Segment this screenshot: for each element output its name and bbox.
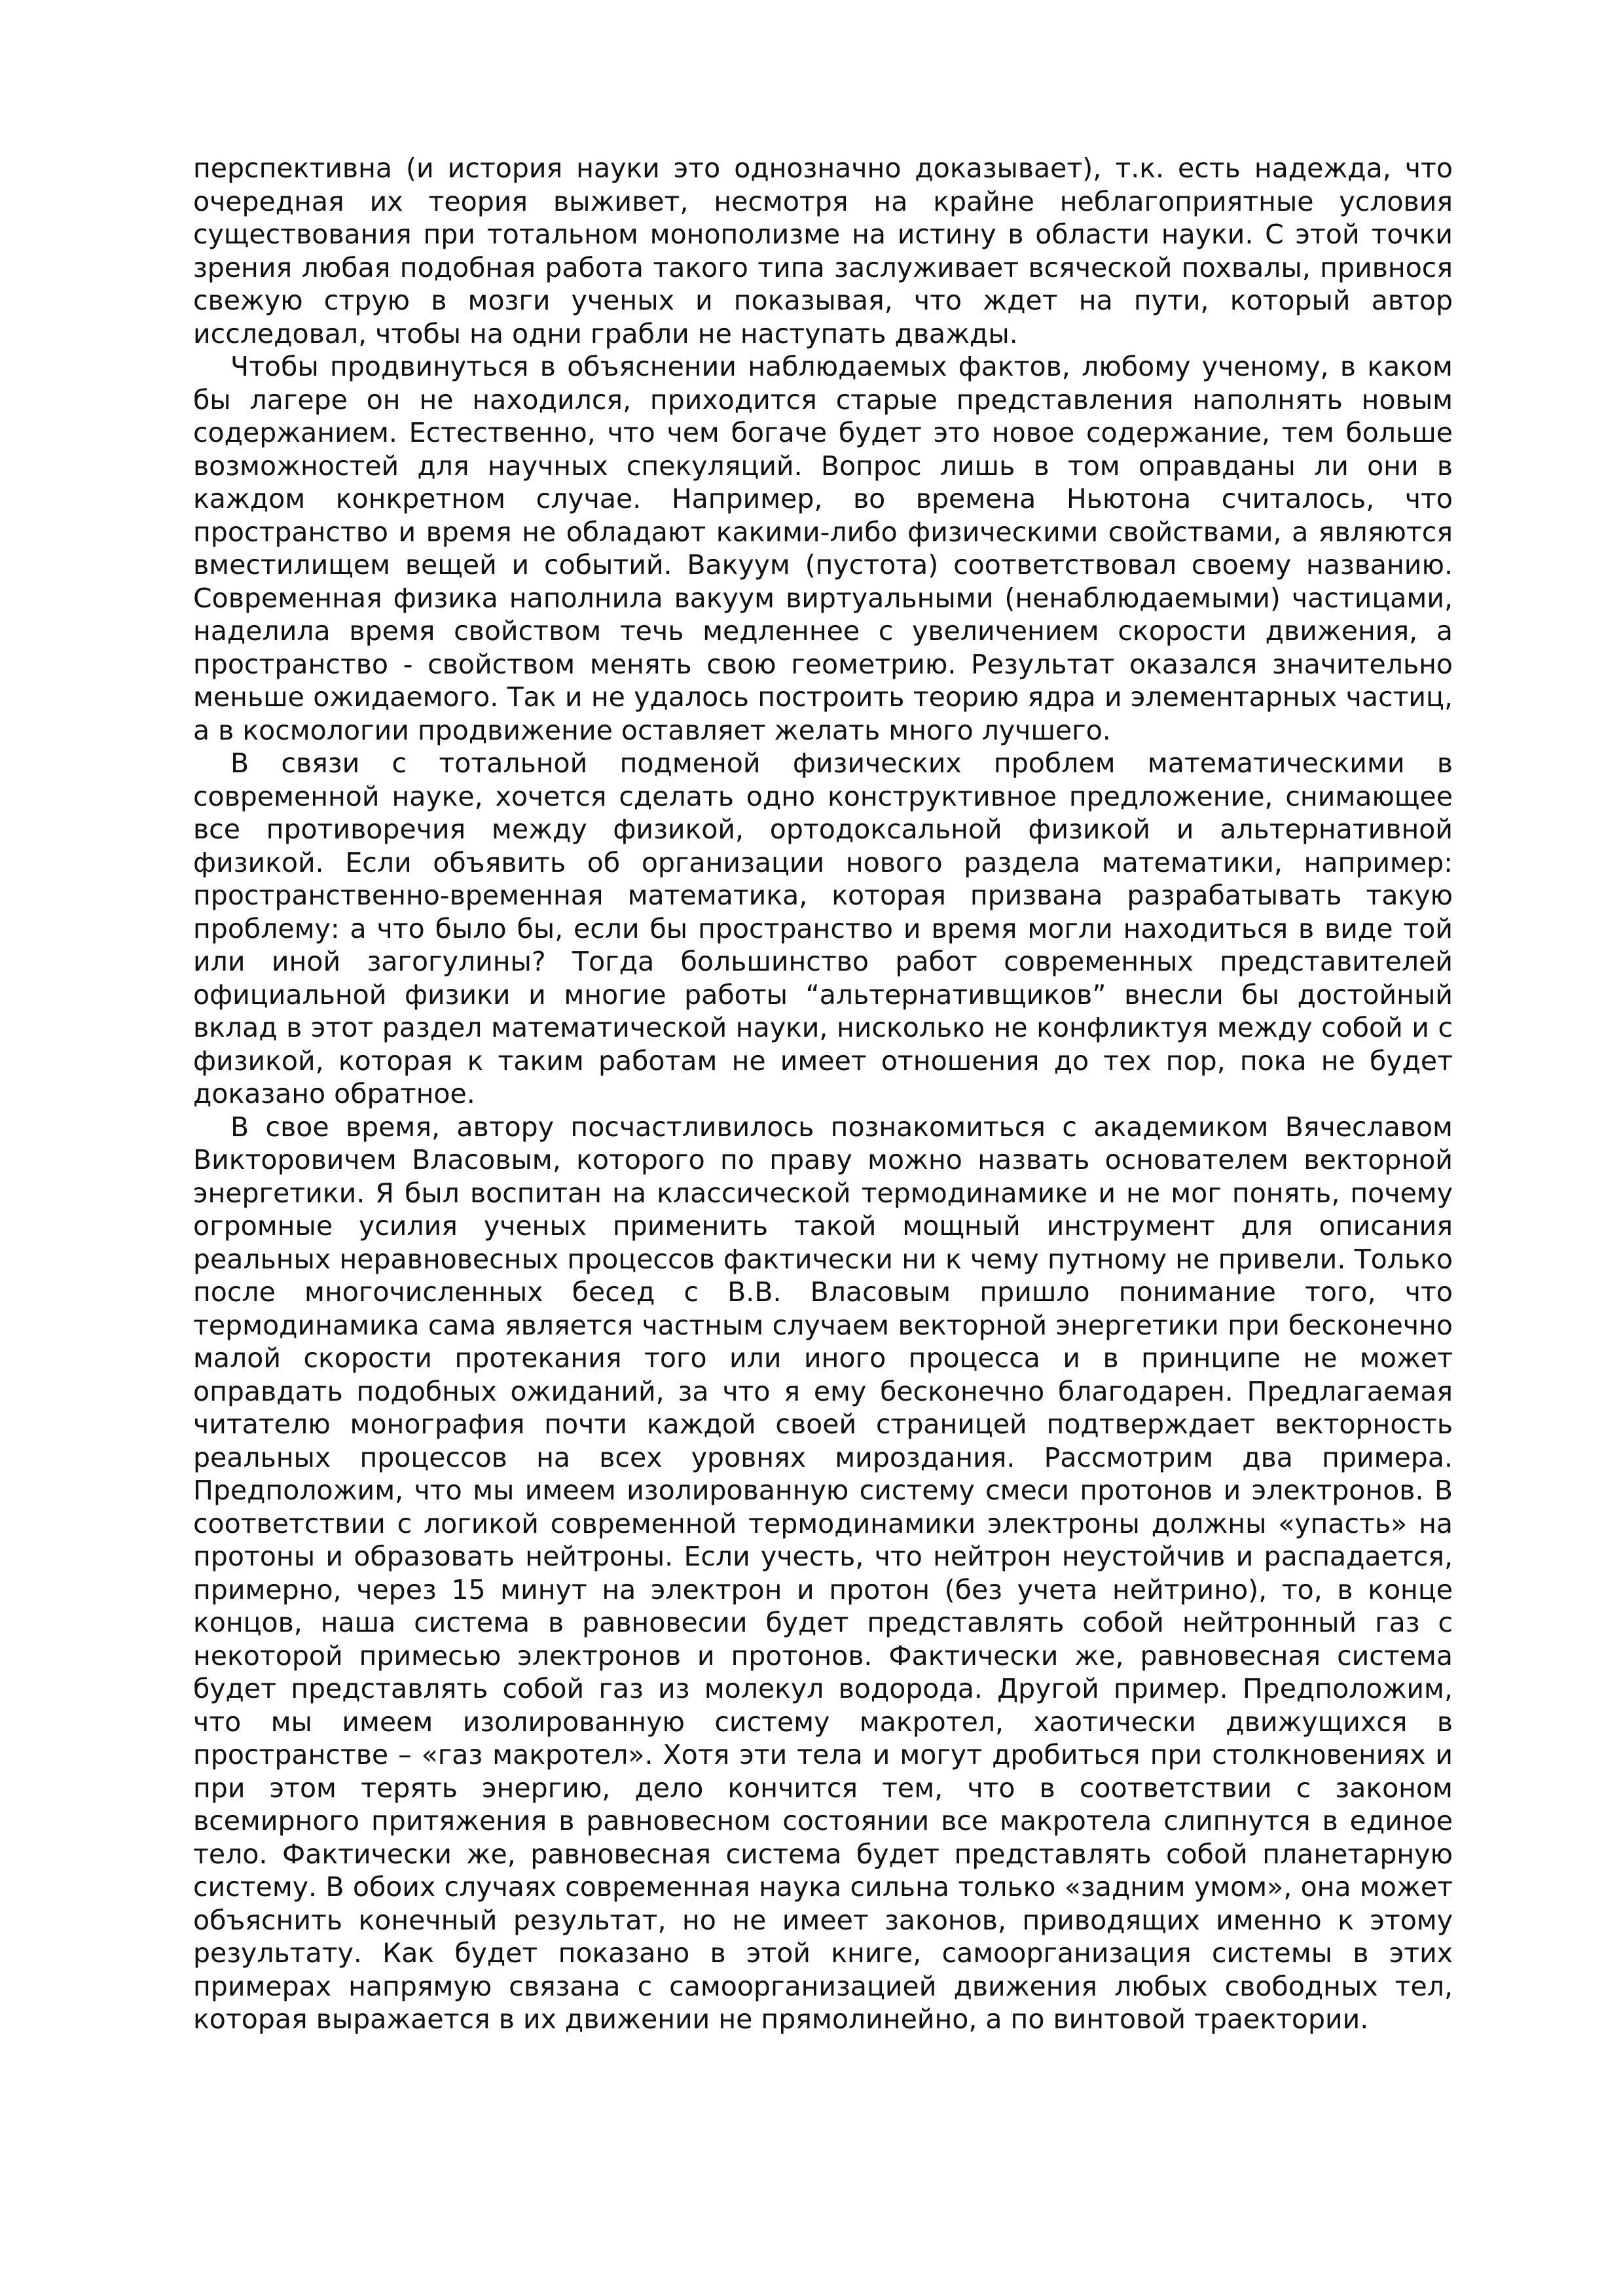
paragraph-continued: перспективна (и история науки это однозначно доказывает), т.к. есть надежда, что очередная их теория выживет, несмотря на крайне неблагоприятные условия существования при тотальном монополизме на истину в области науки. С этой точки зрения любая подобная работа такого типа заслуживает всяческой похвалы, привнося свежую струю в мозги ученых и показывая, что ждет на пути, который автор исследовал, чтобы на одни грабли не наступать дважды. (193, 152, 1453, 350)
body-text (193, 152, 1453, 2036)
paragraph-vector-energetics: В свое время, автору посчастливилось познакомиться с академиком Вячеславом Викторовичем Власовым, которого по праву можно назвать основателем векторной энергетики. Я был воспитан на классической термодинамике и не мог понять, почему огромные усилия ученых применить такой мощный инструмент для описания реальных неравновесных процессов фактически ни к чему путному не привели. Только после многочисленных бесед с В.В. Власовым пришло понимание того, что термодинамика сама является частным случаем векторной энергетики при бесконечно малой скорости протекания того или иного процесса и в принципе не может оправдать подобных ожиданий, за что я ему бесконечно благодарен. Предлагаемая читателю монография почти каждой своей страницей подтверждает векторность реальных процессов на всех уровнях мироздания. Рассмотрим два примера. Предположим, что мы имеем изолированную систему смеси протонов и электронов. В соответствии с логикой современной термодинамики электроны должны «упасть» на протоны и образовать нейтроны. Если учесть, что нейтрон неустойчив и распадается, примерно, через 15 минут на электрон и протон (без учета нейтрино), то, в конце концов, наша система в равновесии будет представлять собой нейтронный газ с некоторой примесью электронов и протонов. Фактически же, равновесная система будет представлять собой газ из молекул водорода. Другой пример. Предположим, что мы имеем изолированную систему макротел, хаотически движущихся в пространстве – «газ макротел». Хотя эти тела и могут дробиться при столкновениях и при этом терять энергию, дело кончится тем, что в соответствии с законом всемирного притяжения в равновесном состоянии все макротела слипнутся в единое тело. Фактически же, равновесная система будет представлять собой планетарную систему. В обоих случаях современная наука сильна только «задним умом», она может объяснить конечный результат, но не имеет законов, приводящих именно к этому результату. Как будет показано в этой книге, самоорганизация системы в этих примерах напрямую связана с самоорганизацией движения любых свободных тел, которая выражается в их движении не прямолинейно, а по винтовой траектории. (193, 1111, 1453, 2035)
paragraph-math-proposal: В связи с тотальной подменой физических проблем математическими в современной науке, хочется сделать одно конструктивное предложение, снимающее все противоречия между физикой, ортодоксальной физикой и альтернативной физикой. Если объявить об организации нового раздела математики, например: пространственно-временная математика, которая призвана разрабатывать такую проблему: а что было бы, если бы пространство и время могли находиться в виде той или иной загогулины? Тогда большинство работ современных представителей официальной физики и многие работы “альтернативщиков” внесли бы достойный вклад в этот раздел математической науки, нисколько не конфликтуя между собой и с физикой, которая к таким работам не имеет отношения до тех пор, пока не будет доказано обратное. (193, 747, 1453, 1109)
paragraph-new-content: Чтобы продвинуться в объяснении наблюдаемых фактов, любому ученому, в каком бы лагере он не находился, приходится старые представления наполнять новым содержанием. Естественно, что чем богаче будет это новое содержание, тем больше возможностей для научных спекуляций. Вопрос лишь в том оправданы ли они в каждом конкретном случае. Например, во времена Ньютона считалось, что пространство и время не обладают какими-либо физическими свойствами, а являются вместилищем вещей и событий. Вакуум (пустота) соответствовал своему названию. Современная физика наполнила вакуум виртуальными (ненаблюдаемыми) частицами, наделила время свойством течь медленнее с увеличением скорости движения, а пространство - свойством менять свою геометрию. Результат оказался значительно меньше ожидаемого. Так и не удалось построить теорию ядра и элементарных частиц, а в космологии продвижение оставляет желать много лучшего. (193, 351, 1453, 746)
